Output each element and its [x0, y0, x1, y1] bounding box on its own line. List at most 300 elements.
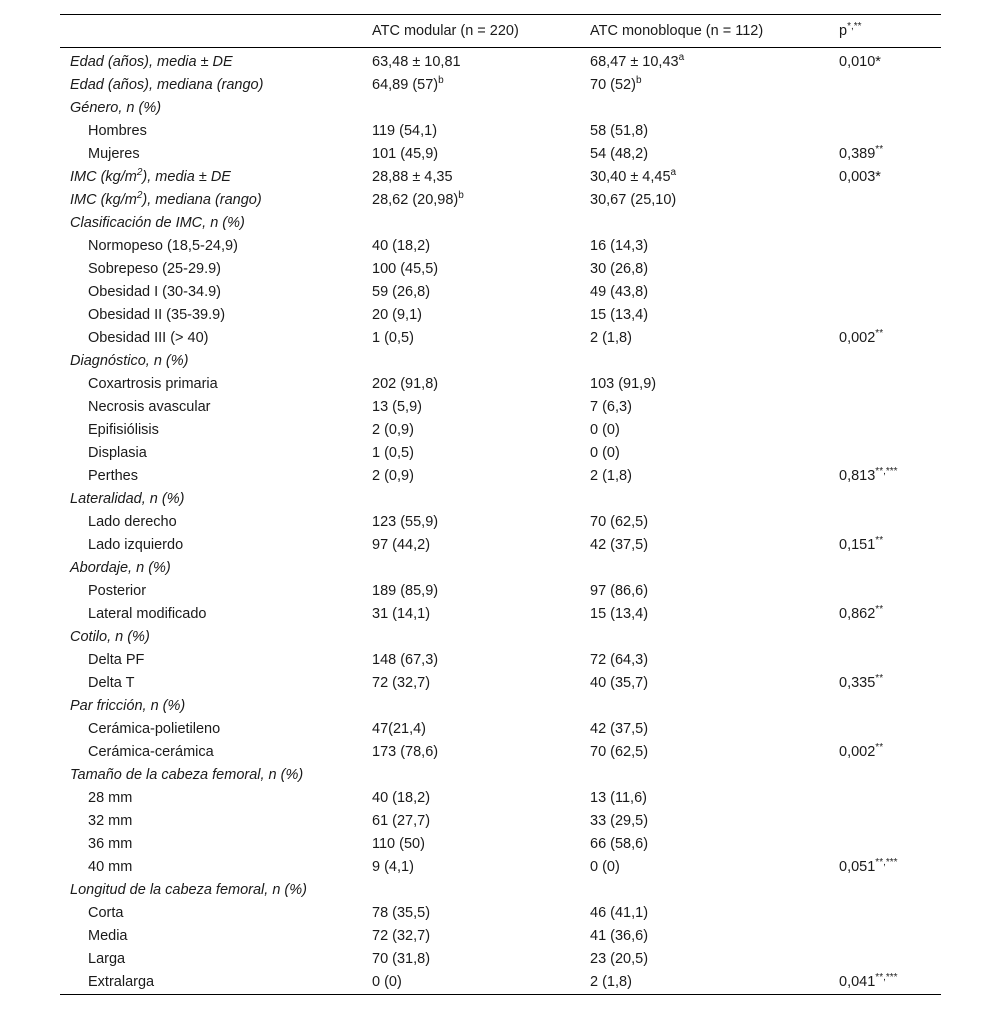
monobloque-value-cell [580, 763, 829, 786]
monobloque-value: 66 (58,6) [590, 835, 649, 852]
modular-value-cell [362, 625, 580, 648]
modular-value-cell [362, 694, 580, 717]
table-row [60, 717, 941, 740]
label-text: Lateral modificado [88, 605, 207, 622]
table-row [60, 878, 941, 901]
modular-value-cell [362, 809, 580, 832]
p-value-footnote: **,*** [875, 856, 898, 868]
p-value-cell [829, 786, 941, 809]
modular-value: 2 (0,9) [372, 467, 414, 484]
table-row [60, 556, 941, 579]
modular-value-cell [362, 372, 580, 395]
table-row [60, 464, 941, 487]
monobloque-value: 0 (0) [590, 858, 620, 875]
monobloque-value-cell [580, 694, 829, 717]
row-subitem-label [60, 441, 362, 464]
row-subitem-label [60, 418, 362, 441]
label-tail: ), mediana (rango) [142, 191, 262, 208]
modular-value: 97 (44,2) [372, 536, 431, 553]
monobloque-value-cell [580, 257, 829, 280]
row-subitem-label [60, 671, 362, 694]
monobloque-value-cell [580, 303, 829, 326]
modular-value-cell [362, 119, 580, 142]
row-category-label [60, 349, 362, 372]
row-subitem-label [60, 372, 362, 395]
monobloque-value: 13 (11,6) [590, 789, 647, 806]
p-value-footnote: ** [875, 603, 884, 615]
row-subitem-label [60, 740, 362, 763]
label-text: Tamaño de la cabeza femoral, n (%) [70, 766, 304, 783]
table-row [60, 234, 941, 257]
modular-value-cell [362, 48, 580, 74]
p-value: 0,041 [839, 974, 876, 990]
p-value-cell [829, 418, 941, 441]
modular-value: 20 (9,1) [372, 306, 422, 323]
row-category-label [60, 188, 362, 211]
table-row [60, 441, 941, 464]
table-row [60, 418, 941, 441]
monobloque-value: 15 (13,4) [590, 306, 649, 323]
row-subitem-label [60, 142, 362, 165]
p-value-footnote: ** [875, 143, 884, 155]
p-value-footnote: ** [875, 672, 884, 684]
label-text: 32 mm [88, 812, 133, 829]
monobloque-value-cell [580, 579, 829, 602]
monobloque-value-cell [580, 901, 829, 924]
row-subitem-label [60, 119, 362, 142]
row-subitem-label [60, 510, 362, 533]
modular-value: 72 (32,7) [372, 927, 431, 944]
row-category-label [60, 73, 362, 96]
modular-value: 72 (32,7) [372, 674, 431, 691]
modular-value-cell [362, 855, 580, 878]
modular-value: 40 (18,2) [372, 237, 431, 254]
modular-value-cell [362, 142, 580, 165]
modular-value-cell [362, 901, 580, 924]
p-value-cell [829, 970, 941, 995]
monobloque-value: 70 (62,5) [590, 513, 649, 530]
p-value-cell [829, 602, 941, 625]
p-value-cell [829, 464, 941, 487]
modular-value: 123 (55,9) [372, 513, 439, 530]
monobloque-value-cell [580, 326, 829, 349]
p-value-cell [829, 142, 941, 165]
label-text: Necrosis avascular [88, 398, 211, 415]
label-text: 28 mm [88, 789, 133, 806]
modular-value: 2 (0,9) [372, 421, 414, 438]
monobloque-value: 68,47 ± 10,43 [590, 53, 679, 70]
p-value-cell [829, 96, 941, 119]
monobloque-value-cell [580, 878, 829, 901]
monobloque-value-footnote: a [678, 51, 685, 63]
label-text: Cerámica-polietileno [88, 720, 221, 737]
modular-value: 119 (54,1) [372, 122, 438, 139]
monobloque-value: 16 (14,3) [590, 237, 649, 254]
p-value-cell [829, 303, 941, 326]
monobloque-value-cell [580, 234, 829, 257]
monobloque-value-cell [580, 855, 829, 878]
modular-value-cell [362, 326, 580, 349]
modular-value-footnote: b [458, 189, 464, 201]
label-text: Obesidad III (> 40) [88, 329, 209, 346]
label-text: Corta [88, 904, 124, 921]
p-value-cell [829, 73, 941, 96]
monobloque-value: 41 (36,6) [590, 927, 649, 944]
p-value-cell [829, 280, 941, 303]
modular-value: 9 (4,1) [372, 858, 414, 875]
table-row [60, 947, 941, 970]
table-row [60, 165, 941, 188]
monobloque-value-cell [580, 924, 829, 947]
p-value-cell [829, 809, 941, 832]
monobloque-value-cell [580, 487, 829, 510]
label-tail: ), media ± DE [142, 168, 231, 185]
table-row [60, 372, 941, 395]
modular-value: 59 (26,8) [372, 283, 431, 300]
p-value-cell [829, 855, 941, 878]
label-text: Abordaje, n (%) [70, 559, 171, 576]
label-text: Edad (años), mediana (rango) [70, 76, 264, 93]
row-category-label [60, 96, 362, 119]
monobloque-value-cell [580, 464, 829, 487]
p-value-cell [829, 119, 941, 142]
modular-value: 64,89 (57) [372, 76, 439, 93]
row-category-label [60, 487, 362, 510]
p-value-footnote: **,*** [875, 972, 898, 984]
modular-value-cell [362, 464, 580, 487]
modular-value: 47(21,4) [372, 720, 427, 737]
modular-value-cell [362, 717, 580, 740]
table-row [60, 119, 941, 142]
label-text: Coxartrosis primaria [88, 375, 218, 392]
row-subitem-label [60, 717, 362, 740]
monobloque-value: 23 (20,5) [590, 950, 649, 967]
label-text: Clasificación de IMC, n (%) [70, 214, 245, 231]
table-row [60, 395, 941, 418]
monobloque-value-cell [580, 188, 829, 211]
monobloque-value: 30 (26,8) [590, 260, 649, 277]
modular-value-cell [362, 602, 580, 625]
modular-value: 202 (91,8) [372, 375, 439, 392]
monobloque-value: 30,67 (25,10) [590, 191, 677, 208]
p-value-cell [829, 234, 941, 257]
row-category-label [60, 694, 362, 717]
row-subitem-label [60, 280, 362, 303]
p-value-cell [829, 924, 941, 947]
monobloque-value: 49 (43,8) [590, 283, 649, 300]
monobloque-value-cell [580, 970, 829, 995]
row-subitem-label [60, 533, 362, 556]
monobloque-value: 0 (0) [590, 444, 620, 461]
p-value-cell [829, 487, 941, 510]
modular-value-cell [362, 418, 580, 441]
label-text: Obesidad II (35-39.9) [88, 306, 226, 323]
monobloque-value-cell [580, 648, 829, 671]
p-value-cell [829, 832, 941, 855]
modular-value-cell [362, 740, 580, 763]
row-subitem-label [60, 901, 362, 924]
monobloque-value: 70 (52) [590, 76, 636, 93]
table-row [60, 809, 941, 832]
p-value-cell [829, 188, 941, 211]
p-value-cell [829, 579, 941, 602]
p-value: 0,051 [839, 858, 876, 875]
p-value-cell [829, 48, 941, 74]
monobloque-value: 70 (62,5) [590, 743, 649, 760]
modular-value-cell [362, 257, 580, 280]
monobloque-value-cell [580, 832, 829, 855]
modular-value: 28,62 (20,98) [372, 191, 459, 208]
table-header [60, 15, 941, 48]
monobloque-value-cell [580, 556, 829, 579]
header-p-footnote: *,** [847, 21, 862, 33]
table-row [60, 671, 941, 694]
monobloque-value-cell [580, 165, 829, 188]
label-superscript: 2 [136, 166, 143, 178]
monobloque-value-cell [580, 602, 829, 625]
table-row [60, 901, 941, 924]
monobloque-value-cell [580, 671, 829, 694]
label-text: Normopeso (18,5-24,9) [88, 237, 238, 254]
label-text: Cerámica-cerámica [88, 743, 214, 760]
monobloque-value: 46 (41,1) [590, 904, 649, 921]
p-value: 0,003* [839, 168, 881, 185]
monobloque-value-cell [580, 947, 829, 970]
table-row [60, 786, 941, 809]
p-value: 0,002 [839, 743, 876, 760]
table-row [60, 855, 941, 878]
p-value-cell [829, 395, 941, 418]
monobloque-value: 42 (37,5) [590, 720, 649, 737]
row-category-label [60, 165, 362, 188]
monobloque-value-cell [580, 96, 829, 119]
table-row [60, 280, 941, 303]
modular-value-cell [362, 73, 580, 96]
label-text: Extralarga [88, 974, 155, 990]
table-row [60, 510, 941, 533]
monobloque-value-cell [580, 119, 829, 142]
monobloque-value: 54 (48,2) [590, 145, 649, 162]
row-subitem-label [60, 579, 362, 602]
row-subitem-label [60, 947, 362, 970]
label-text: Media [88, 927, 128, 944]
row-category-label [60, 48, 362, 74]
label-text: 40 mm [88, 858, 133, 875]
label-text: Obesidad I (30-34.9) [88, 283, 221, 300]
modular-value-cell [362, 395, 580, 418]
monobloque-value-cell [580, 372, 829, 395]
modular-value-cell [362, 188, 580, 211]
modular-value-cell [362, 533, 580, 556]
label-text: Lado derecho [88, 513, 177, 530]
modular-value: 70 (31,8) [372, 950, 431, 967]
p-value: 0,335 [839, 674, 876, 691]
row-subitem-label [60, 326, 362, 349]
row-subitem-label [60, 786, 362, 809]
modular-value: 63,48 ± 10,81 [372, 53, 461, 70]
p-value-cell [829, 556, 941, 579]
p-value-cell [829, 257, 941, 280]
row-category-label [60, 625, 362, 648]
modular-value-cell [362, 970, 580, 995]
monobloque-value-cell [580, 809, 829, 832]
table-row [60, 832, 941, 855]
monobloque-value: 30,40 ± 4,45 [590, 168, 671, 185]
modular-value: 110 (50) [372, 835, 425, 852]
label-text: Delta PF [88, 651, 145, 668]
p-value-cell [829, 740, 941, 763]
monobloque-value-cell [580, 533, 829, 556]
modular-value: 31 (14,1) [372, 605, 431, 622]
header-modular: ATC modular (n = 220) [362, 15, 580, 48]
modular-value: 100 (45,5) [372, 260, 439, 277]
modular-value: 28,88 ± 4,35 [372, 168, 453, 185]
monobloque-value: 72 (64,3) [590, 651, 649, 668]
table-row [60, 211, 941, 234]
table-row [60, 740, 941, 763]
modular-value-cell [362, 165, 580, 188]
label-text: Mujeres [88, 145, 140, 162]
p-value-cell [829, 326, 941, 349]
table-row [60, 303, 941, 326]
p-value-cell [829, 717, 941, 740]
table-body [60, 48, 941, 995]
p-value-cell [829, 372, 941, 395]
row-subitem-label [60, 924, 362, 947]
modular-value-cell [362, 96, 580, 119]
row-category-label [60, 878, 362, 901]
modular-value-cell [362, 280, 580, 303]
modular-value-cell [362, 556, 580, 579]
monobloque-value-cell [580, 280, 829, 303]
label-text: Sobrepeso (25-29.9) [88, 260, 221, 277]
monobloque-value-footnote: a [670, 166, 677, 178]
label-text: Displasia [88, 444, 147, 461]
header-p-value [829, 15, 941, 48]
p-value: 0,389 [839, 145, 876, 162]
p-value-cell [829, 763, 941, 786]
monobloque-value-cell [580, 786, 829, 809]
monobloque-value: 7 (6,3) [590, 398, 632, 415]
modular-value-cell [362, 947, 580, 970]
table-row [60, 694, 941, 717]
table-row [60, 257, 941, 280]
p-value-footnote: ** [875, 741, 884, 753]
p-value-cell [829, 441, 941, 464]
monobloque-value-footnote: b [635, 74, 642, 86]
table-row [60, 326, 941, 349]
label-text: IMC (kg/m [70, 168, 137, 185]
monobloque-value-cell [580, 740, 829, 763]
p-value-cell [829, 625, 941, 648]
label-superscript: 2 [136, 189, 143, 201]
label-text: 36 mm [88, 835, 133, 852]
modular-value-cell [362, 671, 580, 694]
modular-value: 101 (45,9) [372, 145, 439, 162]
monobloque-value: 103 (91,9) [590, 375, 657, 392]
modular-value: 189 (85,9) [372, 582, 439, 599]
monobloque-value: 2 (1,8) [590, 329, 632, 346]
modular-value-cell [362, 763, 580, 786]
modular-value-cell [362, 579, 580, 602]
table-row [60, 924, 941, 947]
monobloque-value: 2 (1,8) [590, 974, 632, 990]
modular-value: 13 (5,9) [372, 398, 422, 415]
p-value: 0,862 [839, 605, 876, 622]
table-row [60, 142, 941, 165]
label-text: Delta T [88, 674, 135, 691]
modular-value-cell [362, 211, 580, 234]
modular-value: 1 (0,5) [372, 329, 414, 346]
row-subitem-label [60, 809, 362, 832]
modular-value-cell [362, 441, 580, 464]
label-text: Par fricción, n (%) [70, 697, 186, 714]
p-value-footnote: ** [875, 327, 884, 339]
header-row [60, 15, 941, 48]
label-text: Edad (años), media ± DE [70, 53, 233, 70]
p-value: 0,151 [839, 536, 876, 553]
table-row [60, 188, 941, 211]
monobloque-value: 0 (0) [590, 421, 620, 438]
row-subitem-label [60, 602, 362, 625]
p-value: 0,813 [839, 467, 876, 484]
monobloque-value: 58 (51,8) [590, 122, 649, 139]
label-text: Lateralidad, n (%) [70, 490, 185, 507]
row-category-label [60, 763, 362, 786]
monobloque-value-cell [580, 510, 829, 533]
monobloque-value: 42 (37,5) [590, 536, 649, 553]
table-row [60, 96, 941, 119]
table-row [60, 602, 941, 625]
monobloque-value-cell [580, 73, 829, 96]
table-row [60, 625, 941, 648]
row-subitem-label [60, 464, 362, 487]
label-text: Diagnóstico, n (%) [70, 352, 189, 369]
modular-value: 0 (0) [372, 974, 402, 990]
table-row [60, 487, 941, 510]
row-subitem-label [60, 970, 362, 995]
p-value-cell [829, 694, 941, 717]
p-value-cell [829, 533, 941, 556]
table-row [60, 533, 941, 556]
modular-value: 173 (78,6) [372, 743, 439, 760]
modular-value-cell [362, 349, 580, 372]
p-value-footnote: **,*** [875, 465, 898, 477]
monobloque-value: 15 (13,4) [590, 605, 649, 622]
modular-value: 148 (67,3) [372, 651, 439, 668]
p-value: 0,010* [839, 53, 881, 70]
modular-value-cell [362, 303, 580, 326]
p-value-cell [829, 349, 941, 372]
monobloque-value-cell [580, 418, 829, 441]
row-subitem-label [60, 395, 362, 418]
p-value-cell [829, 211, 941, 234]
modular-value-cell [362, 648, 580, 671]
monobloque-value-cell [580, 142, 829, 165]
modular-value: 40 (18,2) [372, 789, 431, 806]
row-subitem-label [60, 832, 362, 855]
row-category-label [60, 211, 362, 234]
label-text: Longitud de la cabeza femoral, n (%) [70, 881, 307, 898]
p-value-cell [829, 947, 941, 970]
label-text: IMC (kg/m [70, 191, 137, 208]
table-row [60, 648, 941, 671]
modular-value: 1 (0,5) [372, 444, 414, 461]
table-row [60, 349, 941, 372]
p-value-cell [829, 510, 941, 533]
monobloque-value-cell [580, 349, 829, 372]
row-subitem-label [60, 257, 362, 280]
